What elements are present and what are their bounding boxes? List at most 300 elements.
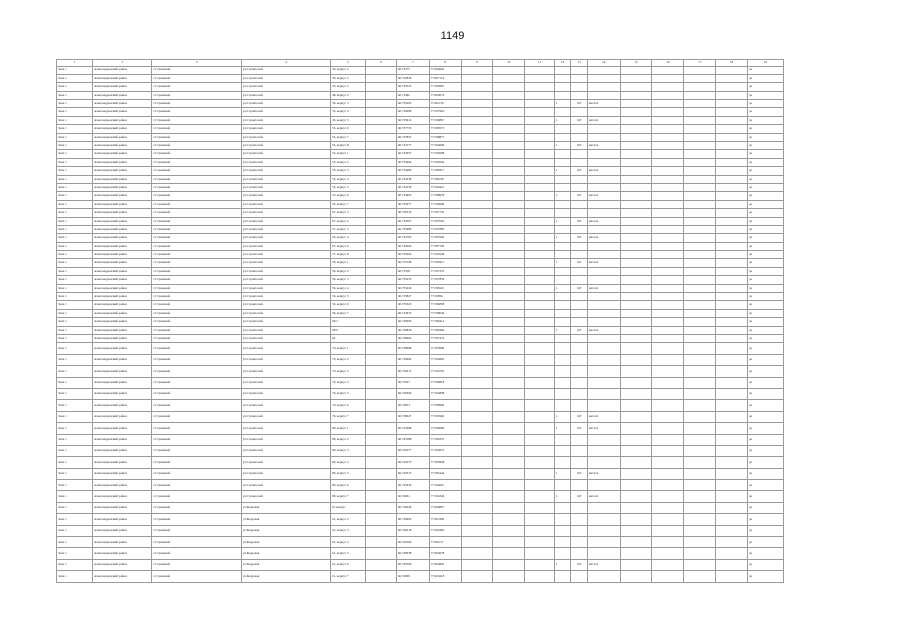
longitude-cell: 77.593248 (429, 251, 461, 259)
house-cell: 61, корпус 7 (331, 571, 366, 582)
count-cell (554, 434, 570, 445)
empty-cell (366, 116, 397, 124)
district-cell: Александровский район (92, 116, 152, 124)
material-cell (587, 457, 620, 468)
empty-cell (620, 326, 652, 334)
street-cell: ул.Строителей (241, 100, 330, 108)
latitude-cell: 60.735220 (396, 284, 429, 292)
material-cell (587, 514, 620, 525)
empty-cell (461, 468, 493, 479)
zone-cell: Зона 1 (57, 309, 93, 317)
empty-cell (366, 66, 397, 74)
zone-cell: Зона 1 (57, 133, 93, 141)
house-cell: 70, корпус 4 (331, 377, 366, 388)
empty-cell (493, 100, 525, 108)
table-row (57, 209, 784, 217)
street-cell: ул.Строителей (241, 491, 330, 502)
empty-cell (652, 225, 684, 233)
longitude-cell: 77.603218 (429, 571, 461, 582)
house-cell: 30, корпус 3 (331, 74, 366, 82)
empty-cell (525, 293, 555, 301)
empty-cell (652, 91, 684, 99)
district-cell: Александровский район (92, 183, 152, 191)
city-cell: г.Стрежевой (152, 293, 241, 301)
district-cell: Александровский район (92, 167, 152, 175)
street-cell: ул.Кедровая (241, 502, 330, 513)
flag-cell: да (747, 125, 783, 133)
empty-cell (461, 491, 493, 502)
empty-cell (652, 209, 684, 217)
empty-cell (620, 457, 652, 468)
empty-cell (366, 571, 397, 582)
longitude-cell: 77.609867 (429, 502, 461, 513)
volume-cell: 0,8 (571, 116, 587, 124)
longitude-cell: 77.584555 (429, 434, 461, 445)
empty-cell (684, 259, 716, 267)
count-cell (554, 502, 570, 513)
empty-cell (652, 133, 684, 141)
empty-cell (716, 158, 748, 166)
empty-cell (652, 502, 684, 513)
count-cell (554, 457, 570, 468)
empty-cell (525, 167, 555, 175)
empty-cell (493, 366, 525, 377)
longitude-cell: 77.594702 (429, 366, 461, 377)
flag-cell: да (747, 267, 783, 275)
empty-cell (620, 200, 652, 208)
empty-cell (366, 548, 397, 559)
empty-cell (493, 225, 525, 233)
volume-cell: 0,8 (571, 468, 587, 479)
table-row (57, 377, 784, 388)
volume-cell (571, 293, 587, 301)
empty-cell (461, 502, 493, 513)
street-cell: ул.Строителей (241, 66, 330, 74)
empty-cell (684, 445, 716, 456)
longitude-cell: 77.598049 (429, 309, 461, 317)
empty-cell (493, 301, 525, 309)
house-cell: 70, корпус 1 (331, 343, 366, 354)
house-cell: 55, корпус 5 (331, 183, 366, 191)
column-header-11: 11 (525, 60, 555, 67)
empty-cell (620, 183, 652, 191)
material-cell (587, 276, 620, 284)
count-cell (554, 354, 570, 365)
city-cell: г.Стрежевой (152, 400, 241, 411)
empty-cell (493, 200, 525, 208)
zone-cell: Зона 1 (57, 276, 93, 284)
count-cell (554, 388, 570, 399)
material-cell (587, 377, 620, 388)
material-cell (587, 525, 620, 536)
volume-cell (571, 74, 587, 82)
empty-cell (716, 457, 748, 468)
house-cell: 61, корпус 6 (331, 559, 366, 570)
empty-cell (652, 251, 684, 259)
empty-cell (684, 108, 716, 116)
empty-cell (493, 116, 525, 124)
longitude-cell: 77.596421 (429, 183, 461, 191)
empty-cell (366, 91, 397, 99)
table-row (57, 514, 784, 525)
count-cell: 1 (554, 192, 570, 200)
longitude-cell: 77.587003 (429, 217, 461, 225)
empty-cell (716, 108, 748, 116)
empty-cell (366, 83, 397, 91)
empty-cell (525, 91, 555, 99)
city-cell: г.Стрежевой (152, 411, 241, 422)
empty-cell (652, 525, 684, 536)
longitude-cell: 77.603.58 (429, 100, 461, 108)
empty-cell (652, 537, 684, 548)
count-cell (554, 318, 570, 326)
empty-cell (652, 200, 684, 208)
latitude-cell: 60.734006 (396, 242, 429, 250)
empty-cell (684, 548, 716, 559)
empty-cell (652, 66, 684, 74)
latitude-cell: 60.738988 (396, 343, 429, 354)
count-cell (554, 343, 570, 354)
empty-cell (684, 309, 716, 317)
empty-cell (620, 525, 652, 536)
volume-cell: 0,8 (571, 100, 587, 108)
street-cell: ул.Строителей (241, 318, 330, 326)
latitude-cell: 60.734177 (396, 142, 429, 150)
empty-cell (493, 167, 525, 175)
zone-cell: Зона 1 (57, 514, 93, 525)
empty-cell (525, 457, 555, 468)
material-cell (587, 209, 620, 217)
count-cell: 1 (554, 423, 570, 434)
empty-cell (716, 91, 748, 99)
count-cell (554, 377, 570, 388)
empty-cell (716, 434, 748, 445)
empty-cell (716, 225, 748, 233)
empty-cell (493, 108, 525, 116)
flag-cell: да (747, 91, 783, 99)
flag-cell: да (747, 411, 783, 422)
empty-cell (652, 108, 684, 116)
house-cell: 61 корпус (331, 502, 366, 513)
flag-cell: да (747, 133, 783, 141)
empty-cell (525, 234, 555, 242)
count-cell (554, 514, 570, 525)
street-cell: ул.Строителей (241, 192, 330, 200)
empty-cell (620, 468, 652, 479)
table-row (57, 354, 784, 365)
volume-cell (571, 175, 587, 183)
table-row (57, 234, 784, 242)
empty-cell (684, 400, 716, 411)
volume-cell: 0,8 (571, 326, 587, 334)
table-row (57, 150, 784, 158)
empty-cell (461, 167, 493, 175)
flag-cell: да (747, 192, 783, 200)
empty-cell (493, 267, 525, 275)
material-cell (587, 125, 620, 133)
latitude-cell: 60.739417 (396, 366, 429, 377)
flag-cell: да (747, 343, 783, 354)
count-cell: 1 (554, 284, 570, 292)
empty-cell (684, 354, 716, 365)
longitude-cell: 77.604802 (429, 559, 461, 570)
column-header-5: 5 (331, 60, 366, 67)
material-cell: металл (587, 423, 620, 434)
empty-cell (493, 234, 525, 242)
city-cell: г.Стрежевой (152, 276, 241, 284)
city-cell: г.Стрежевой (152, 125, 241, 133)
longitude-cell: 77.600074 (429, 91, 461, 99)
empty-cell (620, 548, 652, 559)
district-cell: Александровский район (92, 175, 152, 183)
empty-cell (684, 158, 716, 166)
city-cell: г.Стрежевой (152, 175, 241, 183)
table-row (57, 200, 784, 208)
empty-cell (716, 175, 748, 183)
longitude-cell: 77.589466 (429, 326, 461, 334)
street-cell: ул.Строителей (241, 225, 330, 233)
latitude-cell: 60.736906 (396, 318, 429, 326)
material-cell (587, 242, 620, 250)
table-row (57, 175, 784, 183)
empty-cell (684, 217, 716, 225)
street-cell: ул.Кедровая (241, 537, 330, 548)
flag-cell: да (747, 423, 783, 434)
latitude-cell: 60.734403 (396, 192, 429, 200)
house-cell: 35, корпус 3 (331, 83, 366, 91)
empty-cell (461, 108, 493, 116)
column-header-9: 9 (461, 60, 493, 67)
empty-cell (684, 537, 716, 548)
empty-cell (366, 74, 397, 82)
empty-cell (493, 150, 525, 158)
empty-cell (620, 411, 652, 422)
longitude-cell: 77.593962 (429, 411, 461, 422)
flag-cell: да (747, 480, 783, 491)
city-cell: г.Стрежевой (152, 423, 241, 434)
empty-cell (716, 284, 748, 292)
empty-cell (461, 559, 493, 570)
street-cell: ул.Строителей (241, 251, 330, 259)
street-cell: ул.Строителей (241, 366, 330, 377)
count-cell (554, 91, 570, 99)
empty-cell (461, 234, 493, 242)
volume-cell (571, 571, 587, 582)
count-cell: 1 (554, 411, 570, 422)
zone-cell: Зона 1 (57, 326, 93, 334)
street-cell: ул.Строителей (241, 158, 330, 166)
longitude-cell: 77.598110 (429, 284, 461, 292)
flag-cell: да (747, 200, 783, 208)
empty-cell (620, 108, 652, 116)
empty-cell (493, 571, 525, 582)
material-cell (587, 133, 620, 141)
count-cell (554, 267, 570, 275)
house-cell: 67, корпус 6 (331, 242, 366, 250)
count-cell (554, 537, 570, 548)
count-cell (554, 400, 570, 411)
zone-cell: Зона 1 (57, 335, 93, 343)
district-cell: Александровский район (92, 525, 152, 536)
empty-cell (620, 91, 652, 99)
volume-cell (571, 480, 587, 491)
empty-cell (684, 468, 716, 479)
zone-cell: Зона 1 (57, 267, 93, 275)
empty-cell (652, 259, 684, 267)
house-cell: 30, корпус 2 (331, 66, 366, 74)
empty-cell (652, 377, 684, 388)
street-cell: ул.Строителей (241, 445, 330, 456)
empty-cell (716, 548, 748, 559)
longitude-cell: 77.597963 (429, 108, 461, 116)
data-table (56, 59, 784, 583)
empty-cell (652, 388, 684, 399)
empty-cell (716, 400, 748, 411)
material-cell: металл (587, 284, 620, 292)
house-cell: 55, корпус 3 (331, 167, 366, 175)
empty-cell (493, 491, 525, 502)
latitude-cell: 60.733957 (396, 150, 429, 158)
count-cell (554, 83, 570, 91)
longitude-cell: 77.596417 (429, 259, 461, 267)
latitude-cell: 60.735977 (396, 200, 429, 208)
empty-cell (493, 259, 525, 267)
empty-cell (716, 125, 748, 133)
count-cell (554, 335, 570, 343)
longitude-cell: 77.597859 (429, 276, 461, 284)
empty-cell (684, 377, 716, 388)
empty-cell (652, 326, 684, 334)
empty-cell (525, 125, 555, 133)
material-cell: металл (587, 234, 620, 242)
street-cell: ул.Строителей (241, 457, 330, 468)
latitude-cell: 60.735986 (396, 225, 429, 233)
street-cell: ул.Строителей (241, 434, 330, 445)
empty-cell (652, 125, 684, 133)
table-row (57, 400, 784, 411)
count-cell (554, 571, 570, 582)
district-cell: Александровский район (92, 108, 152, 116)
house-cell: 57, корпус 8 (331, 251, 366, 259)
empty-cell (493, 318, 525, 326)
latitude-cell: 60.735198 (396, 259, 429, 267)
street-cell: ул.Строителей (241, 480, 330, 491)
longitude-cell: 77.586906 (429, 400, 461, 411)
empty-cell (684, 571, 716, 582)
empty-cell (525, 343, 555, 354)
empty-cell (493, 411, 525, 422)
empty-cell (461, 411, 493, 422)
count-cell: 1 (554, 259, 570, 267)
longitude-cell: 77.593999 (429, 343, 461, 354)
empty-cell (652, 491, 684, 502)
zone-cell: Зона 1 (57, 74, 93, 82)
column-header-6: 6 (366, 60, 397, 67)
empty-cell (684, 366, 716, 377)
empty-cell (366, 537, 397, 548)
material-cell (587, 175, 620, 183)
table-row (57, 183, 784, 191)
zone-cell: Зона 1 (57, 457, 93, 468)
volume-cell: 0,8 (571, 411, 587, 422)
empty-cell (652, 548, 684, 559)
count-cell (554, 242, 570, 250)
material-cell: металл (587, 142, 620, 150)
city-cell: г.Стрежевой (152, 388, 241, 399)
empty-cell (461, 377, 493, 388)
street-cell: ул.Строителей (241, 343, 330, 354)
empty-cell (716, 74, 748, 82)
flag-cell: да (747, 209, 783, 217)
empty-cell (461, 548, 493, 559)
longitude-cell: 77.586858 (429, 301, 461, 309)
empty-cell (461, 175, 493, 183)
latitude-cell: 60.734238 (396, 175, 429, 183)
district-cell: Александровский район (92, 445, 152, 456)
district-cell: Александровский район (92, 192, 152, 200)
empty-cell (716, 234, 748, 242)
volume-cell (571, 525, 587, 536)
house-cell: 61, корпус 2 (331, 514, 366, 525)
empty-cell (684, 388, 716, 399)
empty-cell (620, 434, 652, 445)
district-cell: Александровский район (92, 150, 152, 158)
flag-cell: да (747, 502, 783, 513)
empty-cell (461, 284, 493, 292)
empty-cell (493, 468, 525, 479)
empty-cell (461, 192, 493, 200)
table-row (57, 225, 784, 233)
street-cell: ул.Кедровая (241, 559, 330, 570)
empty-cell (620, 167, 652, 175)
material-cell: металл (587, 217, 620, 225)
street-cell: ул.Строителей (241, 423, 330, 434)
empty-cell (366, 343, 397, 354)
table-body (57, 60, 784, 583)
table-row (57, 309, 784, 317)
house-cell: 59, корпус 7 (331, 309, 366, 317)
empty-cell (620, 133, 652, 141)
city-cell: г.Стрежевой (152, 377, 241, 388)
volume-cell (571, 502, 587, 513)
street-cell: ул.Строителей (241, 284, 330, 292)
house-cell: 61, корпус 3 (331, 525, 366, 536)
empty-cell (461, 183, 493, 191)
street-cell: ул.Строителей (241, 335, 330, 343)
table-row (57, 276, 784, 284)
flag-cell: да (747, 225, 783, 233)
zone-cell: Зона 1 (57, 209, 93, 217)
empty-cell (716, 335, 748, 343)
table-row (57, 335, 784, 343)
longitude-cell: 77.603078 (429, 548, 461, 559)
latitude-cell: 60.735345 (396, 301, 429, 309)
latitude-cell: 60.734507 (396, 217, 429, 225)
volume-cell: 0,8 (571, 491, 587, 502)
column-header-13: 13 (571, 60, 587, 67)
empty-cell (461, 267, 493, 275)
empty-cell (684, 491, 716, 502)
volume-cell (571, 200, 587, 208)
empty-cell (652, 74, 684, 82)
empty-cell (366, 150, 397, 158)
city-cell: г.Стрежевой (152, 468, 241, 479)
empty-cell (493, 343, 525, 354)
empty-cell (716, 183, 748, 191)
volume-cell: 0,8 (571, 142, 587, 150)
empty-cell (652, 293, 684, 301)
latitude-cell: 60.745073 (396, 457, 429, 468)
